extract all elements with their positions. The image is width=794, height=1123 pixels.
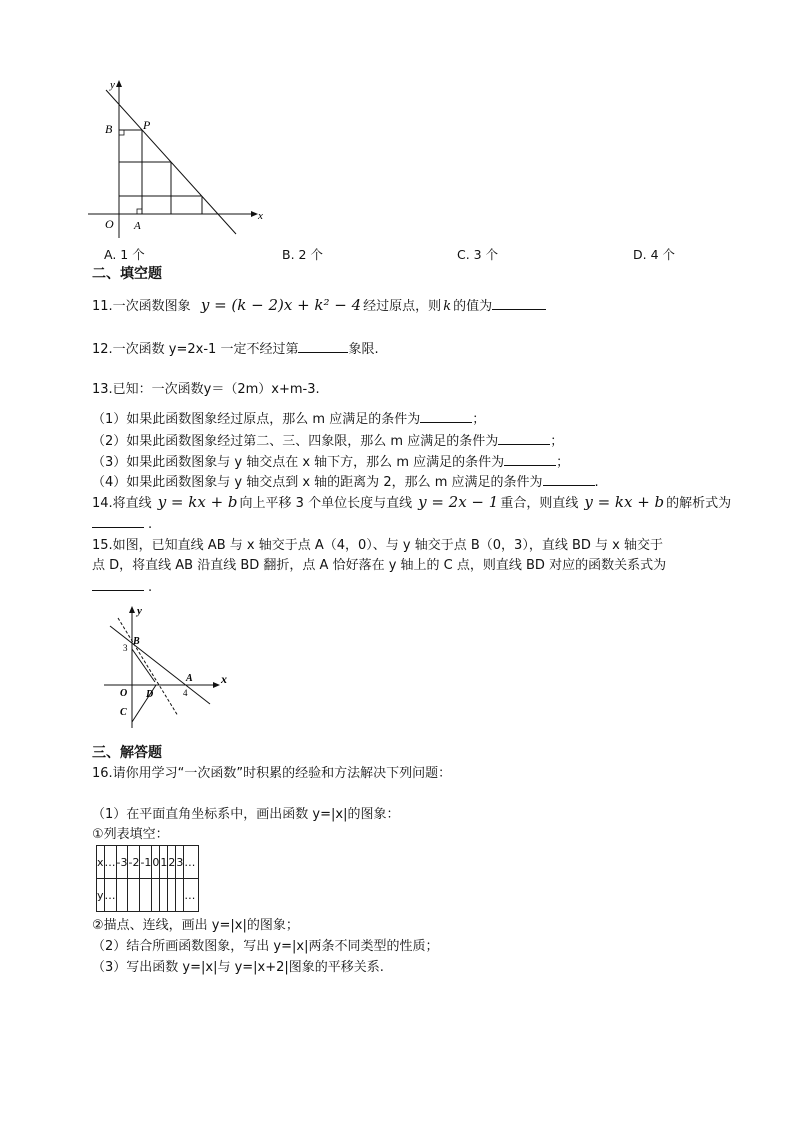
question-14	[92, 493, 731, 513]
q13-part2	[92, 432, 563, 451]
section3-title: 三、解答题	[92, 745, 162, 761]
q13-p3-blank[interactable]	[504, 453, 556, 466]
label-o: O	[120, 688, 128, 699]
label-x: x	[221, 672, 227, 686]
table-cell: y	[97, 879, 105, 912]
table-row-y	[97, 879, 199, 912]
q11-formula: y = (k − 2)x + k² − 4	[200, 296, 362, 314]
table-cell: -2	[128, 846, 140, 879]
q13-p4-blank[interactable]	[543, 473, 595, 486]
q14-line2	[92, 515, 152, 534]
label-p: P	[143, 118, 151, 132]
q15-line3	[92, 578, 152, 597]
q13-stem: 13.已知：一次函数y＝（2m）x+m-3.	[92, 382, 320, 397]
right-angle-mark-a	[137, 209, 142, 214]
label-y: y	[110, 79, 115, 91]
table-cell-input[interactable]	[128, 879, 140, 912]
figure-lines-fold	[100, 604, 240, 732]
q13-p3-semi: ；	[556, 455, 570, 470]
q13-p1-blank[interactable]	[420, 410, 472, 423]
table-cell-input[interactable]	[160, 879, 168, 912]
q16-part1: （1）在平面直角坐标系中，画出函数 y=|x|的图象：	[92, 807, 400, 822]
label-b: B	[105, 122, 113, 136]
q14-blank[interactable]	[92, 515, 144, 528]
label-b: B	[133, 636, 140, 647]
q15-line1: 15.如图，已知直线 AB 与 x 轴交于点 A（4，0）、与 y 轴交于点 B（0，3），直线 BD 与 x 轴交于	[92, 538, 663, 553]
x-axis-arrow	[213, 682, 220, 688]
table-cell: …	[104, 846, 116, 879]
label-4: 4	[183, 688, 188, 698]
q12-prefix: 12.一次函数 y=2x-1 一定不经过第	[92, 342, 299, 357]
label-d: D	[146, 689, 154, 700]
table-cell-input[interactable]	[116, 879, 128, 912]
q16-part2: （2）结合所画函数图象，写出 y=|x|两条不同类型的性质；	[92, 939, 439, 954]
q14-formula-1: y = kx + b	[157, 493, 238, 511]
x-axis-arrow	[251, 211, 258, 217]
table-cell: …	[104, 879, 116, 912]
q11-blank[interactable]	[492, 297, 546, 310]
label-3: 3	[123, 643, 128, 653]
q13-p2-semi: ；	[550, 434, 564, 449]
table-cell: -3	[116, 846, 128, 879]
q15-tail: .	[148, 580, 153, 595]
section2-title: 二、填空题	[92, 266, 162, 282]
table-row-x	[97, 846, 199, 879]
q14-formula-2: y = 2x − 1	[418, 493, 499, 511]
q13-p4-text: （4）如果此函数图象与 y 轴交点到 x 轴的距离为 2，那么 m 应满足的条件为	[92, 475, 543, 490]
q12-suffix: 象限.	[348, 342, 379, 357]
q11-prefix: 11.一次函数图象	[92, 299, 191, 314]
q14-suffix: 的解析式为	[666, 496, 732, 511]
q11-var: k	[443, 299, 452, 314]
rectangles-grid	[119, 130, 202, 214]
question-12	[92, 340, 379, 359]
q13-p2-text: （2）如果此函数图象经过第二、三、四象限，那么 m 应满足的条件为	[92, 434, 499, 449]
q13-part1	[92, 410, 485, 429]
q13-part4	[92, 473, 599, 492]
question-11	[92, 296, 546, 316]
table-cell: …	[184, 846, 199, 879]
table-cell: 3	[176, 846, 184, 879]
label-a: A	[134, 220, 141, 232]
choice-a: A. 1 个	[104, 247, 145, 262]
choice-d: D. 4 个	[633, 247, 675, 262]
q14-mid2: 重合，则直线	[500, 496, 579, 511]
line-bd-solid	[132, 649, 155, 682]
table-cell-input[interactable]	[152, 879, 160, 912]
y-axis-arrow	[129, 606, 135, 613]
label-c: C	[120, 707, 127, 718]
table-cell-input[interactable]	[176, 879, 184, 912]
q16-stem: 16.请你用学习“一次函数”时积累的经验和方法解决下列问题：	[92, 766, 452, 781]
q14-prefix: 14.将直线	[92, 496, 152, 511]
label-a: A	[186, 673, 193, 684]
line-bd-dashed	[118, 618, 178, 716]
value-table	[96, 845, 199, 912]
right-angle-mark-b	[119, 130, 124, 135]
table-cell-input[interactable]	[140, 879, 152, 912]
q13-p1-text: （1）如果此函数图象经过原点，那么 m 应满足的条件为	[92, 412, 421, 427]
choice-b: B. 2 个	[282, 247, 323, 262]
label-o: O	[105, 217, 114, 231]
label-y: y	[137, 605, 142, 617]
q11-suffix-b: 的值为	[453, 299, 493, 314]
table-cell-input[interactable]	[168, 879, 176, 912]
table-cell: -1	[140, 846, 152, 879]
q13-part3	[92, 453, 569, 472]
q14-mid: 向上平移 3 个单位长度与直线	[239, 496, 413, 511]
q14-tail: .	[148, 517, 153, 532]
q11-suffix-a: 经过原点，则	[363, 299, 442, 314]
q14-formula-3: y = kx + b	[584, 493, 665, 511]
table-cell: 0	[152, 846, 160, 879]
table-cell: …	[184, 879, 199, 912]
label-x: x	[258, 210, 263, 222]
table-cell: 1	[160, 846, 168, 879]
q13-p3-text: （3）如果此函数图象与 y 轴交点在 x 轴下方，那么 m 应满足的条件为	[92, 455, 505, 470]
q13-p2-blank[interactable]	[498, 432, 550, 445]
q16-step2: ②描点、连线，画出 y=|x|的图象；	[92, 918, 299, 933]
q16-step1: ①列表填空：	[92, 827, 169, 842]
q12-blank[interactable]	[298, 340, 348, 353]
table-cell: 2	[168, 846, 176, 879]
y-axis-arrow	[116, 80, 122, 87]
table-cell: x	[97, 846, 105, 879]
q13-p1-semi: ；	[472, 412, 486, 427]
figure-grid-triangle	[88, 78, 278, 243]
choice-c: C. 3 个	[457, 247, 499, 262]
q16-part3: （3）写出函数 y=|x|与 y=|x+2|图象的平移关系.	[92, 960, 384, 975]
q15-blank[interactable]	[92, 578, 144, 591]
q13-p4-period: .	[594, 475, 599, 490]
q15-line2: 点 D，将直线 AB 沿直线 BD 翻折，点 A 恰好落在 y 轴上的 C 点，则直线 BD 对应的函数关系式为	[92, 558, 667, 573]
